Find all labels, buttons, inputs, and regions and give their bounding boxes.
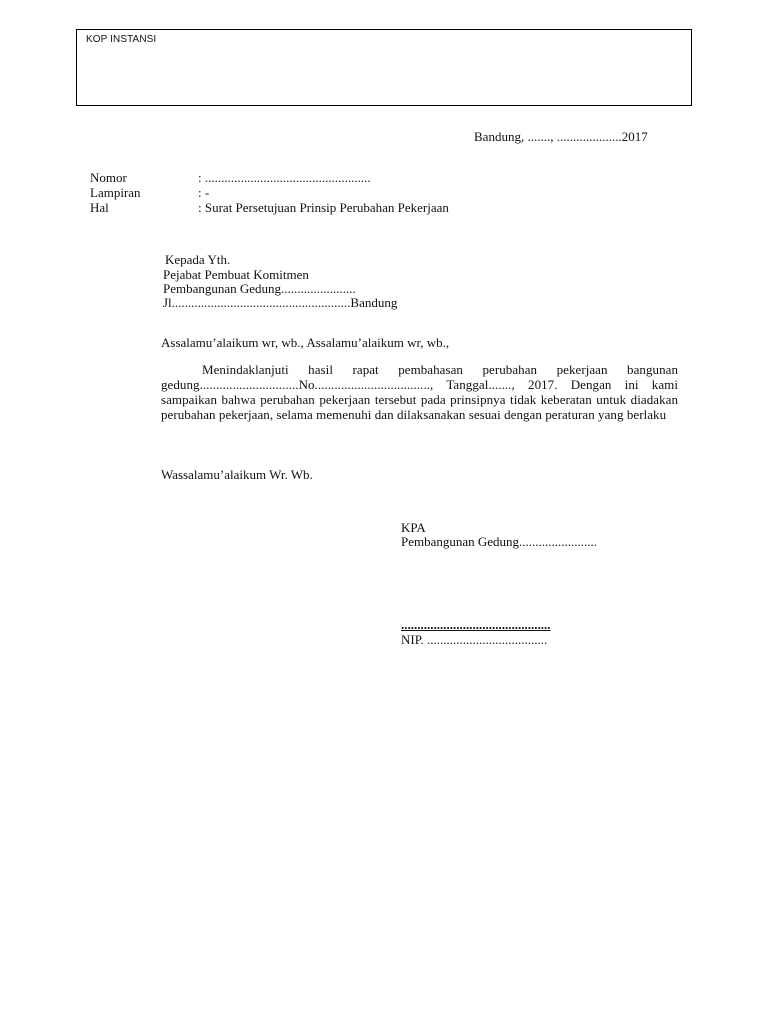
date-line: Bandung, ......., ....................2017 — [474, 129, 648, 144]
nomor-value: : ................................................... — [198, 170, 371, 185]
letterhead-box — [76, 29, 692, 106]
signature-unit: Pembangunan Gedung........................ — [401, 534, 598, 549]
recipient-line-3: Pembangunan Gedung....................... — [163, 281, 356, 296]
hal-label: Hal — [90, 200, 109, 215]
signature-name-line: .............................................. — [401, 617, 551, 632]
hal-value: : Surat Persetujuan Prinsip Perubahan Pekerjaan — [198, 200, 449, 215]
closing: Wassalamu’alaikum Wr. Wb. — [161, 467, 313, 482]
recipient-line-1: Kepada Yth. — [165, 252, 231, 267]
recipient-line-2: Pejabat Pembuat Komitmen — [163, 267, 309, 282]
lampiran-value: : - — [198, 185, 210, 200]
letterhead-label: KOP INSTANSI — [86, 34, 157, 45]
body-paragraph: Menindaklanjuti hasil rapat pembahasan perubahan pekerjaan bangunan gedung..............................No..................................., Tanggal......., 2017. Dengan ini kami sampaikan bahwa perubahan pekerjaan tersebut pada prinsipnya tidak keberatan untuk diadakan perubahan pekerjaan, selama memenuhi dan dilaksanakan sesuai dengan peraturan yang berlaku — [161, 362, 678, 422]
lampiran-label: Lampiran — [90, 185, 141, 200]
recipient-line-4: Jl.......................................................Bandung — [163, 295, 398, 310]
nomor-label: Nomor — [90, 170, 127, 185]
salutation: Assalamu’alaikum wr, wb., Assalamu’alaikum wr, wb., — [161, 335, 450, 350]
signature-title: KPA — [401, 520, 426, 535]
signature-nip: NIP. ..................................... — [401, 632, 548, 647]
